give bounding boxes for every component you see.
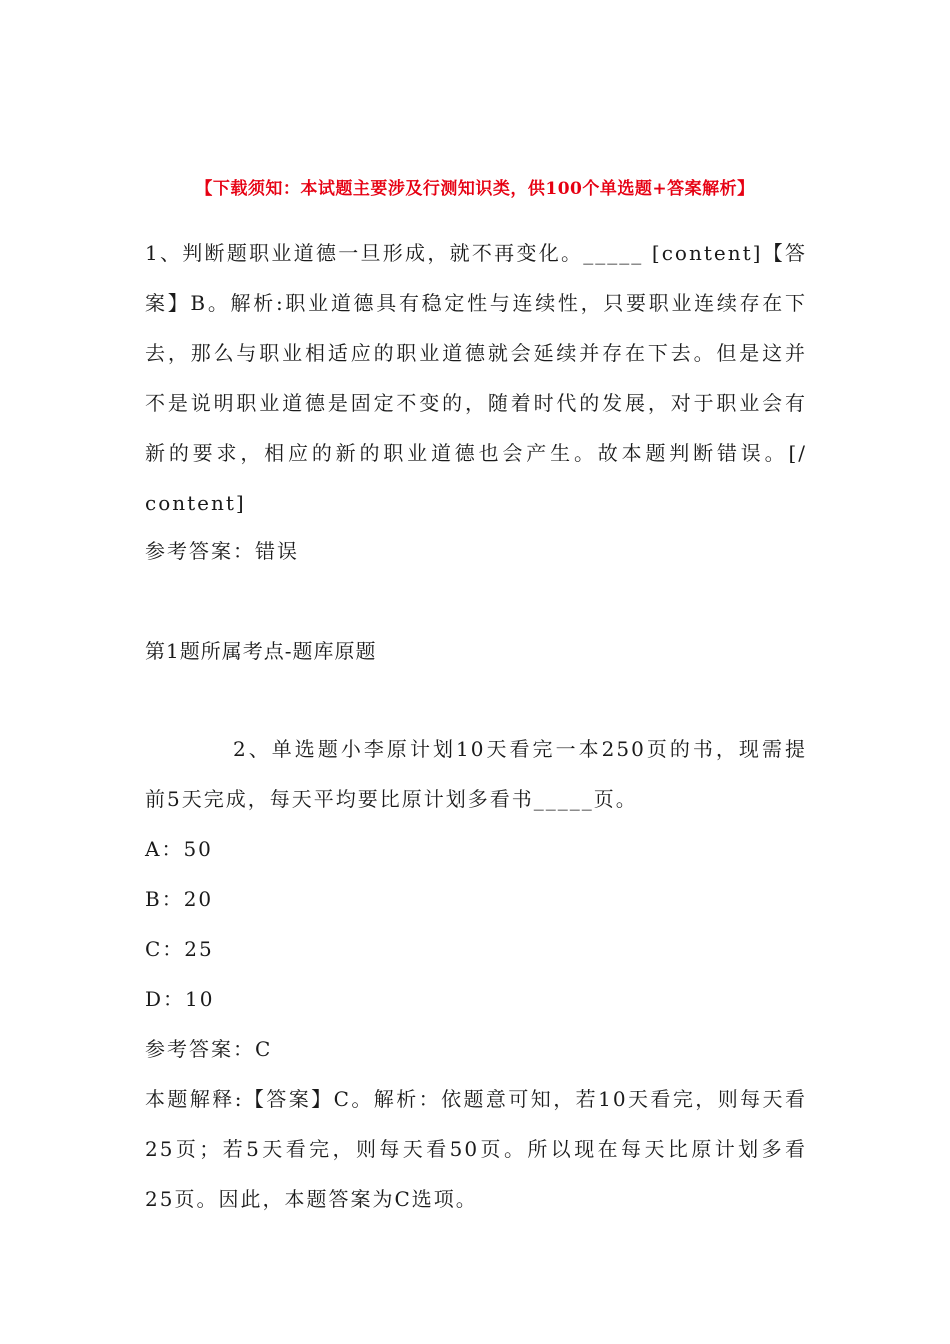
question-2-line: 前5天完成，每天平均要比原计划多看书_____页。 — [145, 787, 638, 811]
explanation-line: 本题解释:【答案】C。解析：依题意可知，若10天看完，则每天看 — [145, 1087, 807, 1111]
question-1-line: 不是说明职业道德是固定不变的，随着时代的发展，对于职业会有 — [145, 391, 807, 415]
explanation-line: 25页；若5天看完，则每天看50页。所以现在每天比原计划多看 — [145, 1137, 807, 1161]
question-2-explanation — [145, 1074, 807, 1224]
question-2-answer: 参考答案：C — [145, 1037, 273, 1061]
question-1-line: 案】B。解析:职业道德具有稳定性与连续性，只要职业连续存在下 — [145, 291, 807, 315]
option-b: B：20 — [145, 887, 214, 911]
question-1-line: 新的要求，相应的新的职业道德也会产生。故本题判断错误。[/ — [145, 441, 807, 465]
question-1-answer: 参考答案：错误 — [145, 539, 299, 563]
question-2-line: 2、单选题小李原计划10天看完一本250页的书，现需提 — [233, 737, 807, 761]
question-2-text — [145, 724, 807, 824]
question-1-line: 1、判断题职业道德一旦形成，就不再变化。_____ [content]【答 — [145, 241, 807, 265]
option-a: A：50 — [145, 837, 213, 861]
question-1-line: 去，那么与职业相适应的职业道德就会延续并存在下去。但是这并 — [145, 341, 807, 365]
option-d: D：10 — [145, 987, 215, 1011]
option-c: C：25 — [145, 937, 214, 961]
explanation-line: 25页。因此，本题答案为C选项。 — [145, 1187, 478, 1211]
download-notice: 【下载须知：本试题主要涉及行测知识类，供100个单选题+答案解析】 — [195, 179, 755, 199]
question-1-knowledge-point: 第1题所属考点-题库原题 — [145, 639, 377, 663]
question-1-text — [145, 228, 807, 528]
question-1-line: content] — [145, 491, 246, 515]
